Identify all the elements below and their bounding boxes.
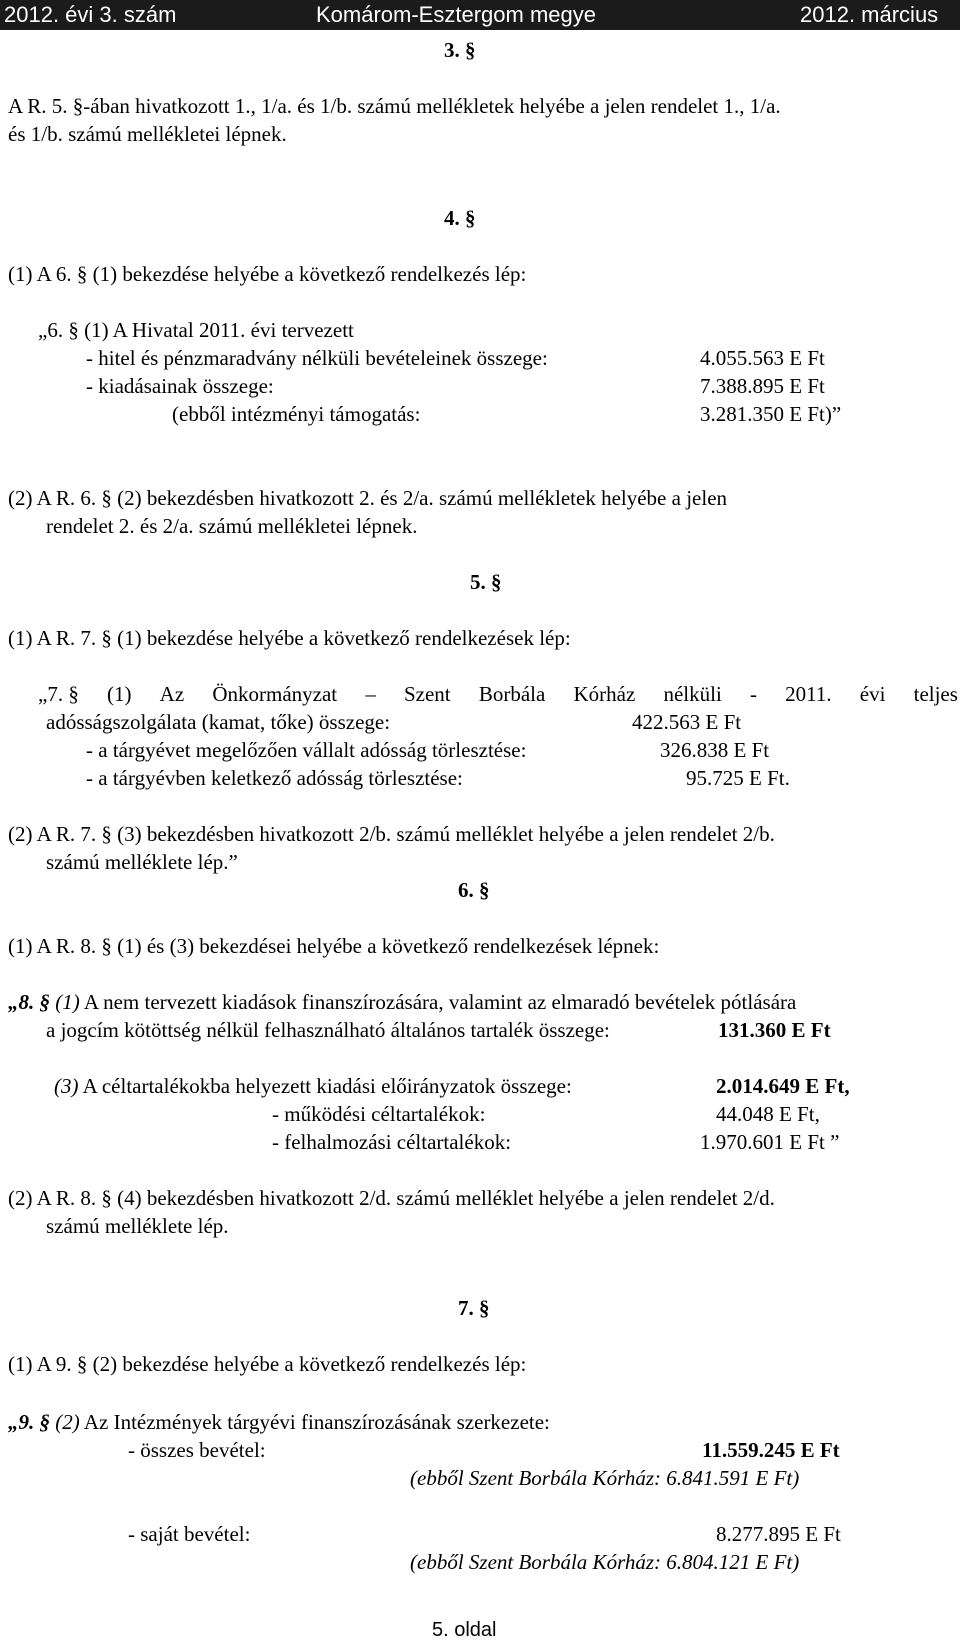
quote-paragraph-number: (3) xyxy=(54,1074,79,1098)
section-3-title: 3. § xyxy=(444,38,476,62)
current-debt-label: - a tárgyévben keletkező adósság törlesztése: xyxy=(86,766,463,790)
operating-reserve-label: - működési céltartalékok: xyxy=(272,1102,486,1126)
revenue-value: 4.055.563 E Ft xyxy=(700,346,825,370)
prior-debt-label: - a tárgyévet megelőzően vállalt adósság törlesztése: xyxy=(86,738,527,762)
section-5-quote-line-1 xyxy=(38,682,958,707)
total-revenue-value: 11.559.245 E Ft xyxy=(702,1438,840,1462)
expenditure-label: - kiadásainak összege: xyxy=(86,374,274,398)
section-5-para-2-line-2: számú melléklete lép.” xyxy=(46,850,238,874)
section-7-para-1: (1) A 9. § (2) bekezdése helyébe a következő rendelkezés lép: xyxy=(8,1352,527,1376)
page-number: 5. oldal xyxy=(432,1619,497,1641)
prior-debt-value: 326.838 E Ft xyxy=(660,738,770,762)
quote-word: Az xyxy=(159,682,185,706)
issue-label: 2012. évi 3. szám xyxy=(4,2,177,27)
section-4-para-2-line-2: rendelet 2. és 2/a. számú mellékletei lépnek. xyxy=(46,514,418,538)
quote-word: „7. § xyxy=(38,682,79,706)
county-label: Komárom-Esztergom megye xyxy=(316,2,596,27)
section-7-quote-line-1 xyxy=(8,1410,550,1435)
quote-word: Önkormányzat xyxy=(212,682,338,706)
debt-service-value: 422.563 E Ft xyxy=(632,710,742,734)
section-7-title: 7. § xyxy=(458,1296,490,1320)
capital-reserve-value: 1.970.601 E Ft ” xyxy=(700,1130,840,1154)
section-5-title: 5. § xyxy=(470,570,502,594)
earmarked-reserve-value: 2.014.649 E Ft, xyxy=(716,1074,850,1098)
own-revenue-hospital: (ebből Szent Borbála Kórház: 6.804.121 E Ft) xyxy=(410,1550,800,1574)
section-6-para-2-line-1: (2) A R. 8. § (4) bekezdésben hivatkozott 2/d. számú melléklet helyébe a jelen rendelet 2/d. xyxy=(8,1186,775,1210)
section-6-quote-line-1 xyxy=(8,990,796,1015)
section-3-line-2: és 1/b. számú mellékletei lépnek. xyxy=(8,122,287,146)
section-5-para-1: (1) A R. 7. § (1) bekezdése helyébe a következő rendelkezések lép: xyxy=(8,626,571,650)
section-6-para-2-line-2: számú melléklete lép. xyxy=(46,1214,229,1238)
section-5-para-2-line-1: (2) A R. 7. § (3) bekezdésben hivatkozott 2/b. számú melléklet helyébe a jelen rendelet 2/b. xyxy=(8,822,775,846)
total-revenue-label: - összes bevétel: xyxy=(128,1438,266,1462)
quote-paragraph-number: (1) xyxy=(55,990,80,1014)
own-revenue-value: 8.277.895 E Ft xyxy=(716,1522,841,1546)
quote-text: A nem tervezett kiadások finanszírozására, valamint az elmaradó bevételek pótlására xyxy=(83,990,797,1014)
quote-prefix: „8. § xyxy=(8,990,50,1014)
debt-service-label: adósságszolgálata (kamat, tőke) összege: xyxy=(46,710,391,734)
expenditure-value: 7.388.895 E Ft xyxy=(700,374,825,398)
section-6-para-1: (1) A R. 8. § (1) és (3) bekezdései helyébe a következő rendelkezések lépnek: xyxy=(8,934,660,958)
quote-word: - xyxy=(749,682,757,706)
date-label: 2012. március xyxy=(800,2,939,27)
earmarked-reserve-label: A céltartalékokba helyezett kiadási előirányzatok összege: xyxy=(82,1074,572,1098)
section-3-line-1: A R. 5. §-ában hivatkozott 1., 1/a. és 1/b. számú mellékletek helyébe a jelen rendelet 1., 1/a. xyxy=(8,94,781,118)
own-revenue-label: - saját bevétel: xyxy=(128,1522,251,1546)
quote-word: évi xyxy=(859,682,886,706)
quote-word: nélküli xyxy=(663,682,722,706)
section-4-quote-1: „6. § (1) A Hivatal 2011. évi tervezett xyxy=(38,318,354,342)
quote-word: Szent xyxy=(403,682,451,706)
capital-reserve-label: - felhalmozási céltartalékok: xyxy=(272,1130,512,1154)
section-4-para-2-line-1: (2) A R. 6. § (2) bekezdésben hivatkozott 2. és 2/a. számú mellékletek helyébe a jelen xyxy=(8,486,728,510)
quote-prefix: „9. § xyxy=(8,1410,50,1434)
quote-word: – xyxy=(365,682,376,706)
quote-word: (1) xyxy=(107,682,132,706)
quote-word: 2011. xyxy=(785,682,832,706)
earmarked-reserve-line xyxy=(54,1074,572,1099)
page-header xyxy=(0,0,960,30)
support-label: (ebből intézményi támogatás: xyxy=(172,402,421,426)
revenue-label: - hitel és pénzmaradvány nélküli bevételeinek összege: xyxy=(86,346,548,370)
section-4-para-1: (1) A 6. § (1) bekezdése helyébe a következő rendelkezés lép: xyxy=(8,262,527,286)
quote-word: teljes xyxy=(913,682,958,706)
section-6-title: 6. § xyxy=(458,878,490,902)
general-reserve-value: 131.360 E Ft xyxy=(718,1018,831,1042)
quote-text: Az Intézmények tárgyévi finanszírozásának szerkezete: xyxy=(83,1410,550,1434)
support-value: 3.281.350 E Ft)” xyxy=(700,402,842,426)
general-reserve-label: a jogcím kötöttség nélkül felhasználható általános tartalék összege: xyxy=(46,1018,610,1042)
quote-word: Borbála xyxy=(478,682,546,706)
current-debt-value: 95.725 E Ft. xyxy=(686,766,790,790)
section-4-title: 4. § xyxy=(444,206,476,230)
quote-paragraph-number: (2) xyxy=(55,1410,80,1434)
total-revenue-hospital: (ebből Szent Borbála Kórház: 6.841.591 E Ft) xyxy=(410,1466,800,1490)
quote-word: Kórház xyxy=(573,682,636,706)
operating-reserve-value: 44.048 E Ft, xyxy=(716,1102,820,1126)
